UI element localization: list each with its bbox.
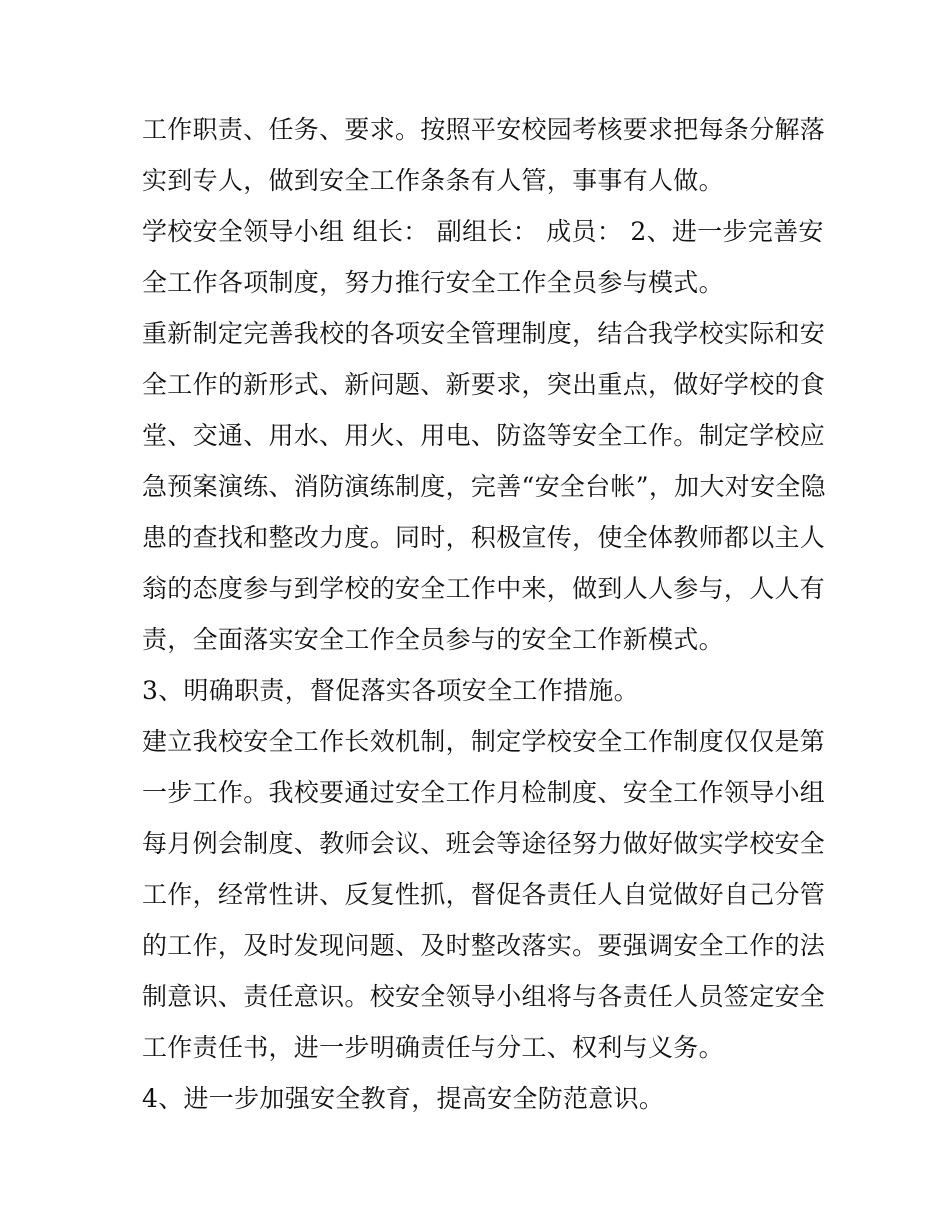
text-line: 责，全面落实安全工作全员参与的安全工作新模式。 [142, 625, 724, 654]
text-line: 重新制定完善我校的各项安全管理制度，结合我学校实际和安 [142, 319, 826, 348]
text-line: 全工作各项制度，努力推行安全工作全员参与模式。 [142, 268, 724, 297]
document-body [142, 104, 826, 1124]
text-line: 实到专人，做到安全工作条条有人管，事事有人做。 [142, 166, 724, 195]
text-line: 翁的态度参与到学校的安全工作中来，做到人人参与，人人有 [142, 574, 826, 603]
text-line: 4、进一步加强安全教育，提高安全防范意识。 [142, 1084, 665, 1113]
text-line: 学校安全领导小组 组长： 副组长： 成员： 2、进一步完善安 [142, 217, 824, 246]
text-line: 每月例会制度、教师会议、班会等途径努力做好做实学校安全 [142, 829, 826, 858]
text-line: 建立我校安全工作长效机制，制定学校安全工作制度仅仅是第 [142, 727, 826, 756]
text-line: 全工作的新形式、新问题、新要求，突出重点，做好学校的食 [142, 370, 826, 399]
text-line: 工作责任书，进一步明确责任与分工、权利与义务。 [142, 1033, 724, 1062]
text-line: 堂、交通、用水、用火、用电、防盗等安全工作。制定学校应 [142, 421, 826, 450]
text-line: 患的查找和整改力度。同时，积极宣传，使全体教师都以主人 [142, 523, 826, 552]
text-line: 工作，经常性讲、反复性抓，督促各责任人自觉做好自己分管 [142, 880, 826, 909]
text-line: 制意识、责任意识。校安全领导小组将与各责任人员签定安全 [142, 982, 826, 1011]
text-line: 工作职责、任务、要求。按照平安校园考核要求把每条分解落 [142, 115, 826, 144]
text-line: 一步工作。我校要通过安全工作月检制度、安全工作领导小组 [142, 778, 826, 807]
text-line: 3、明确职责，督促落实各项安全工作措施。 [142, 676, 639, 705]
text-line: 急预案演练、消防演练制度，完善“安全台帐”，加大对安全隐 [142, 472, 826, 501]
text-line: 的工作，及时发现问题、及时整改落实。要强调安全工作的法 [142, 931, 826, 960]
